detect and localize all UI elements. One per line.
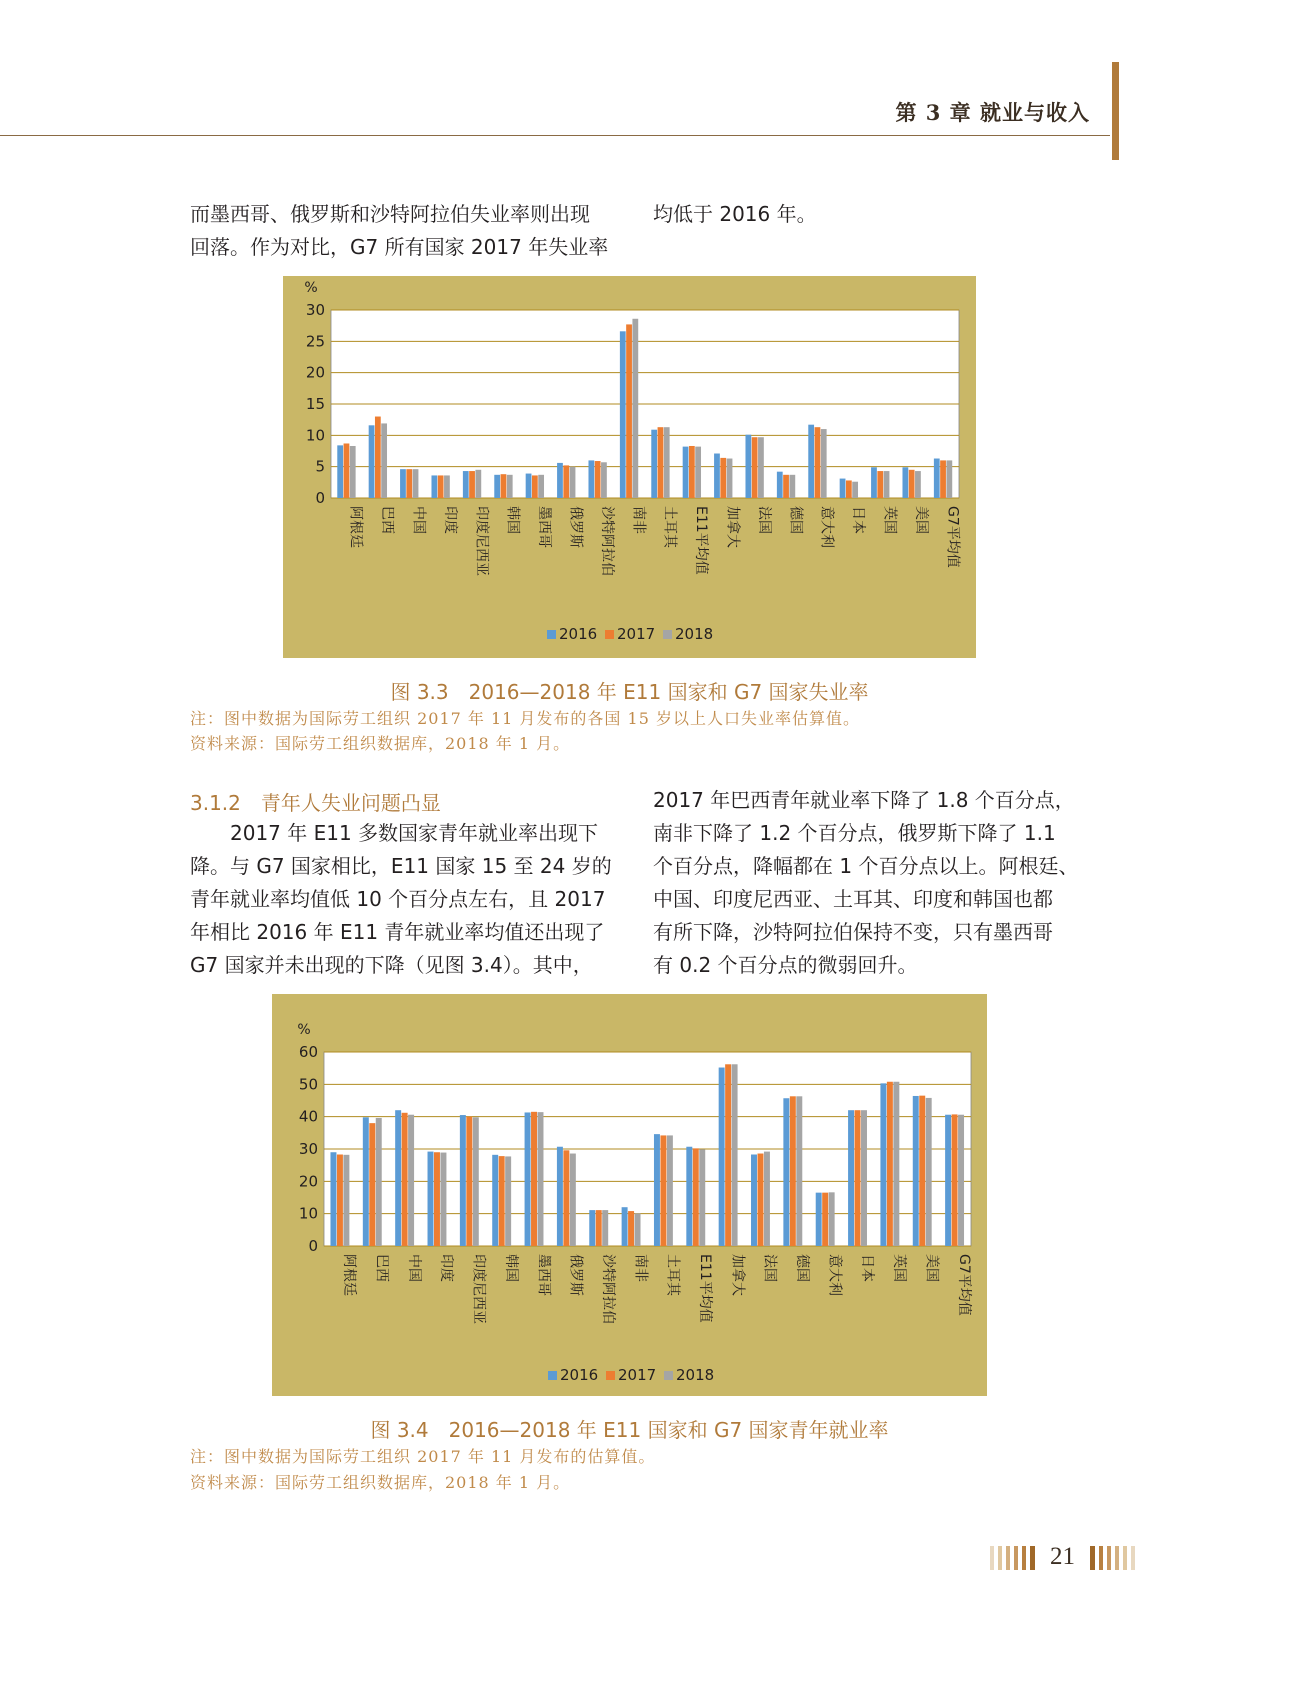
- x-tick-label: 沙特阿拉伯: [598, 506, 615, 576]
- bar-2017: [725, 1064, 731, 1246]
- x-tick-label: 印度尼西亚: [473, 506, 490, 576]
- x-tick-label: 法国: [761, 1254, 778, 1282]
- x-tick-label: 阿根廷: [341, 1254, 358, 1296]
- bar-2016: [848, 1110, 854, 1246]
- text-line: 有 0.2 个百分点的微弱回升。: [653, 953, 918, 977]
- bar-2017: [501, 474, 507, 498]
- bar-2016: [751, 1154, 757, 1246]
- bar-2017: [337, 1154, 343, 1246]
- bar-2016: [431, 475, 437, 498]
- x-tick-label: 印度: [441, 506, 458, 534]
- x-tick-label: 俄罗斯: [567, 506, 584, 548]
- y-tick-label: 50: [298, 1075, 318, 1094]
- legend-label: 2016: [560, 1366, 599, 1384]
- stripe: [1090, 1546, 1095, 1570]
- bar-2018: [884, 471, 890, 498]
- bar-2018: [632, 319, 638, 498]
- x-tick-label: 韩国: [504, 506, 521, 534]
- bar-2017: [846, 480, 852, 498]
- bar-2016: [494, 475, 500, 498]
- bar-2018: [538, 475, 544, 498]
- bar-2016: [913, 1096, 919, 1246]
- x-tick-label: 南非: [632, 1254, 649, 1282]
- bar-2017: [887, 1082, 893, 1246]
- x-tick-label: 印度: [438, 1254, 455, 1282]
- x-tick-label: 墨西哥: [536, 506, 553, 548]
- x-tick-label: 印度尼西亚: [470, 1254, 487, 1324]
- text-line: 个百分点，降幅都在 1 个百分点以上。阿根廷、: [653, 854, 1079, 878]
- bar-2017: [344, 443, 350, 498]
- bar-2018: [635, 1213, 641, 1246]
- top-text-right: [653, 198, 817, 231]
- bar-2016: [808, 425, 814, 498]
- bar-2018: [732, 1064, 738, 1246]
- bar-2018: [440, 1153, 446, 1246]
- x-tick-label: 日本: [850, 506, 867, 534]
- bar-2017: [815, 427, 821, 498]
- bar-2018: [915, 471, 921, 498]
- bar-2018: [444, 475, 450, 498]
- y-tick-label: 20: [305, 363, 325, 382]
- bar-2018: [958, 1115, 964, 1246]
- bar-2016: [395, 1110, 401, 1246]
- bar-2017: [402, 1113, 408, 1246]
- bar-2016: [683, 447, 689, 498]
- legend-label: 2018: [676, 1366, 715, 1384]
- bar-2016: [719, 1068, 725, 1246]
- bar-2017: [626, 324, 632, 498]
- bar-2017: [877, 471, 883, 498]
- stripes-right-icon: [1090, 1546, 1140, 1570]
- bar-2018: [570, 467, 576, 498]
- x-tick-label: 俄罗斯: [567, 1254, 584, 1296]
- bar-2018: [507, 475, 513, 498]
- bar-2016: [714, 454, 720, 498]
- bar-2018: [413, 469, 419, 498]
- legend-swatch: [664, 1371, 673, 1380]
- bar-2016: [902, 467, 908, 498]
- x-tick-label: 巴西: [379, 506, 396, 534]
- y-tick-label: 30: [298, 1140, 318, 1158]
- x-tick-label: 日本: [858, 1254, 875, 1282]
- y-axis-unit: %: [297, 1022, 311, 1038]
- figure1-source: 资料来源：国际劳工组织数据库，2018 年 1 月。: [190, 734, 571, 753]
- bar-2016: [363, 1117, 369, 1246]
- bar-2018: [789, 475, 795, 498]
- section-text-right: [653, 784, 1078, 982]
- pager-stripes-left: [990, 1546, 1040, 1570]
- bar-2017: [406, 469, 412, 498]
- y-tick-label: 10: [298, 1204, 318, 1223]
- legend-swatch: [548, 1371, 557, 1380]
- bar-2018: [667, 1135, 673, 1246]
- section-text-left: [190, 817, 612, 982]
- bar-2018: [602, 1210, 608, 1246]
- stripe: [1022, 1546, 1026, 1570]
- bar-2018: [852, 482, 858, 498]
- bar-2018: [538, 1112, 544, 1246]
- stripe: [1115, 1546, 1119, 1570]
- bar-2016: [840, 479, 846, 498]
- youth-employment-chart-svg: [272, 994, 987, 1396]
- x-tick-label: G7平均值: [944, 506, 961, 568]
- youth-employment-chart: [272, 994, 987, 1396]
- bar-2018: [664, 427, 670, 498]
- bar-2017: [628, 1211, 634, 1246]
- x-tick-label: 中国: [405, 1254, 422, 1282]
- legend-swatch: [663, 630, 672, 639]
- x-tick-label: 加拿大: [724, 506, 741, 548]
- bar-2016: [492, 1155, 498, 1246]
- bar-2017: [466, 1117, 472, 1246]
- x-tick-label: 意大利: [826, 1254, 843, 1296]
- x-tick-label: 英国: [891, 1254, 908, 1282]
- x-tick-label: 南非: [630, 506, 647, 534]
- bar-2018: [505, 1156, 511, 1246]
- bar-2017: [855, 1110, 861, 1246]
- figure2-caption: 图 3.4 2016—2018 年 E11 国家和 G7 国家青年就业率: [370, 1418, 889, 1442]
- bar-2018: [473, 1117, 479, 1246]
- bar-2016: [330, 1152, 336, 1246]
- y-tick-label: 5: [315, 457, 325, 476]
- text-line: 青年就业率均值低 10 个百分点左右，且 2017: [190, 887, 606, 911]
- legend-label: 2018: [675, 625, 714, 643]
- x-tick-label: 德国: [787, 506, 804, 534]
- stripe: [1014, 1546, 1018, 1570]
- bar-2018: [829, 1192, 835, 1246]
- bar-2018: [601, 462, 607, 498]
- stripe: [1123, 1546, 1127, 1570]
- bar-2018: [376, 1118, 382, 1246]
- legend-label: 2016: [559, 625, 598, 643]
- bar-2016: [777, 472, 783, 498]
- bar-2016: [369, 425, 375, 498]
- figure1-caption: 图 3.3 2016—2018 年 E11 国家和 G7 国家失业率: [390, 680, 869, 704]
- text-line: 南非下降了 1.2 个百分点，俄罗斯下降了 1.1: [653, 821, 1056, 845]
- bar-2018: [926, 1098, 932, 1246]
- page-number: 21: [1050, 1543, 1075, 1570]
- bar-2016: [526, 474, 532, 498]
- bar-2016: [945, 1115, 951, 1246]
- x-tick-label: 意大利: [818, 506, 835, 548]
- bar-2017: [563, 1150, 569, 1246]
- text-line: 而墨西哥、俄罗斯和沙特阿拉伯失业率则出现: [190, 202, 590, 226]
- bar-2017: [660, 1135, 666, 1246]
- bar-2017: [531, 1112, 537, 1246]
- bar-2018: [475, 470, 481, 498]
- chapter-title: 第 3 章 就业与收入: [895, 100, 1090, 125]
- bar-2016: [783, 1098, 789, 1246]
- pager-stripes-right: [1090, 1546, 1140, 1570]
- y-tick-label: 60: [298, 1043, 318, 1061]
- legend-swatch: [547, 630, 556, 639]
- stripe: [1030, 1546, 1035, 1570]
- x-tick-label: 美国: [923, 1254, 940, 1282]
- bar-2016: [460, 1115, 466, 1246]
- text-line: 回落。作为对比，G7 所有国家 2017 年失业率: [190, 235, 609, 259]
- bar-2016: [588, 460, 594, 498]
- stripe: [1006, 1546, 1010, 1570]
- bar-2016: [557, 1147, 563, 1246]
- bar-2016: [880, 1083, 886, 1246]
- bar-2016: [745, 435, 751, 498]
- figure1-note: 注：图中数据为国际劳工组织 2017 年 11 月发布的各国 15 岁以上人口失业率估算值。: [190, 709, 860, 728]
- x-tick-label: 德国: [794, 1254, 811, 1282]
- text-line: 中国、印度尼西亚、土耳其、印度和韩国也都: [653, 887, 1053, 911]
- bar-2017: [940, 460, 946, 498]
- x-tick-label: 沙特阿拉伯: [599, 1254, 616, 1324]
- text-line: 均低于 2016 年。: [653, 202, 817, 226]
- bar-2018: [408, 1115, 414, 1246]
- bar-2017: [783, 475, 789, 498]
- text-line: G7 国家并未出现的下降（见图 3.4）。其中，: [190, 953, 593, 977]
- x-tick-label: 中国: [410, 506, 427, 534]
- stripe: [1099, 1546, 1103, 1570]
- bar-2016: [686, 1147, 692, 1246]
- header-rule: [0, 135, 1110, 136]
- text-line: 年相比 2016 年 E11 青年就业率均值还出现了: [190, 920, 605, 944]
- x-tick-label: 法国: [755, 506, 772, 534]
- bar-2018: [381, 423, 387, 498]
- stripe: [998, 1546, 1002, 1570]
- y-tick-label: 30: [305, 301, 325, 319]
- x-tick-label: 土耳其: [661, 506, 678, 548]
- bar-2018: [570, 1154, 576, 1246]
- bar-2017: [822, 1193, 828, 1246]
- bar-2016: [871, 467, 877, 498]
- top-text-left: [190, 198, 608, 264]
- bar-2017: [375, 417, 381, 498]
- bar-2016: [934, 459, 940, 498]
- bar-2016: [557, 463, 563, 498]
- y-tick-label: 0: [308, 1237, 318, 1255]
- bar-2017: [469, 471, 475, 498]
- bar-2018: [350, 446, 356, 498]
- x-tick-label: 巴西: [373, 1254, 390, 1282]
- bar-2018: [699, 1149, 705, 1246]
- legend-label: 2017: [618, 1366, 657, 1384]
- y-tick-label: 20: [298, 1172, 318, 1191]
- x-tick-label: E11平均值: [693, 506, 710, 575]
- bar-2017: [689, 446, 695, 498]
- stripe: [1107, 1546, 1111, 1570]
- y-tick-label: 25: [305, 332, 325, 351]
- legend-swatch: [605, 630, 614, 639]
- bar-2018: [758, 437, 764, 498]
- bar-2017: [693, 1148, 699, 1246]
- bar-2016: [463, 471, 469, 498]
- bar-2017: [499, 1156, 505, 1246]
- bar-2017: [532, 475, 538, 498]
- x-tick-label: 墨西哥: [535, 1254, 552, 1296]
- x-tick-label: E11平均值: [697, 1254, 714, 1323]
- stripe: [1131, 1546, 1135, 1570]
- legend-label: 2017: [617, 625, 656, 643]
- x-tick-label: G7平均值: [955, 1254, 972, 1316]
- bar-2017: [952, 1114, 958, 1246]
- bar-2016: [525, 1112, 531, 1246]
- bar-2016: [589, 1210, 595, 1246]
- bar-2016: [654, 1134, 660, 1246]
- bar-2017: [658, 427, 664, 498]
- bar-2016: [337, 445, 343, 498]
- stripes-left-icon: [990, 1546, 1040, 1570]
- text-line: 有所下降，沙特阿拉伯保持不变，只有墨西哥: [653, 920, 1053, 944]
- bar-2018: [727, 459, 733, 498]
- y-tick-label: 40: [298, 1107, 318, 1126]
- bar-2016: [622, 1207, 628, 1246]
- bar-2017: [563, 465, 569, 498]
- figure2-note: 注：图中数据为国际劳工组织 2017 年 11 月发布的估算值。: [190, 1447, 656, 1466]
- x-tick-label: 加拿大: [729, 1254, 746, 1296]
- text-line: 2017 年 E11 多数国家青年就业率出现下: [190, 821, 599, 845]
- bar-2017: [434, 1152, 440, 1246]
- bar-2017: [720, 458, 726, 498]
- bar-2018: [821, 429, 827, 498]
- bar-2017: [595, 461, 601, 498]
- bar-2016: [400, 469, 406, 498]
- bar-2017: [438, 475, 444, 498]
- text-line: 2017 年巴西青年就业率下降了 1.8 个百分点，: [653, 788, 1075, 812]
- bar-2018: [343, 1155, 349, 1246]
- bar-2017: [757, 1154, 763, 1246]
- unemployment-chart-svg: [283, 276, 976, 658]
- bar-2018: [946, 460, 952, 498]
- bar-2017: [919, 1096, 925, 1246]
- bar-2018: [796, 1096, 802, 1246]
- figure2-source: 资料来源：国际劳工组织数据库，2018 年 1 月。: [190, 1473, 571, 1492]
- header-accent-bar: [1112, 62, 1119, 160]
- y-axis-unit: %: [304, 280, 318, 296]
- bar-2018: [861, 1110, 867, 1246]
- section-heading: 3.1.2 青年人失业问题凸显: [190, 791, 441, 815]
- bar-2018: [893, 1082, 899, 1246]
- bar-2017: [790, 1096, 796, 1246]
- bar-2017: [909, 470, 915, 498]
- x-tick-label: 土耳其: [664, 1254, 681, 1296]
- unemployment-chart: [283, 276, 976, 658]
- bar-2016: [651, 430, 657, 498]
- x-tick-label: 韩国: [502, 1254, 519, 1282]
- y-tick-label: 15: [305, 395, 325, 413]
- x-tick-label: 阿根廷: [347, 506, 364, 548]
- stripe: [990, 1546, 994, 1570]
- x-tick-label: 英国: [881, 506, 898, 534]
- bar-2016: [620, 331, 626, 498]
- y-tick-label: 0: [315, 489, 325, 507]
- bar-2018: [695, 447, 701, 498]
- y-tick-label: 10: [305, 426, 325, 445]
- bar-2018: [764, 1152, 770, 1246]
- bar-2017: [752, 437, 758, 498]
- bar-2017: [369, 1123, 375, 1246]
- bar-2016: [428, 1152, 434, 1246]
- text-line: 降。与 G7 国家相比，E11 国家 15 至 24 岁的: [190, 854, 612, 878]
- x-tick-label: 美国: [912, 506, 929, 534]
- bar-2016: [816, 1193, 822, 1246]
- bar-2017: [596, 1210, 602, 1246]
- legend-swatch: [606, 1371, 615, 1380]
